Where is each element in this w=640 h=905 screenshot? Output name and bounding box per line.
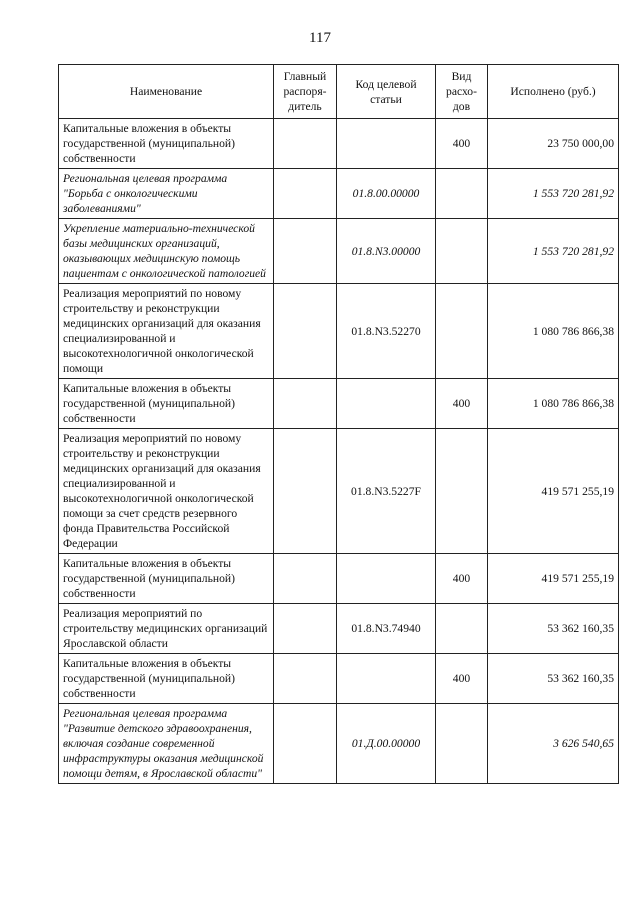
row-sum: 3 626 540,65 (488, 704, 619, 784)
row-name: Капитальные вложения в объекты государственной (муниципальной) собственности (59, 554, 274, 604)
row-code (337, 554, 436, 604)
table-row (59, 704, 619, 784)
table-row (59, 284, 619, 379)
row-admin (274, 429, 337, 554)
row-admin (274, 169, 337, 219)
header-name: Наименование (59, 65, 274, 119)
row-code: 01.8.N3.52270 (337, 284, 436, 379)
row-admin (274, 604, 337, 654)
row-admin (274, 219, 337, 284)
row-type: 400 (436, 379, 488, 429)
row-code: 01.Д.00.00000 (337, 704, 436, 784)
header-admin: Главный распоря-дитель (274, 65, 337, 119)
row-type: 400 (436, 554, 488, 604)
row-name: Реализация мероприятий по строительству медицинских организаций Ярославской области (59, 604, 274, 654)
row-type (436, 284, 488, 379)
row-sum: 1 553 720 281,92 (488, 169, 619, 219)
row-type (436, 704, 488, 784)
row-code (337, 119, 436, 169)
row-sum: 23 750 000,00 (488, 119, 619, 169)
row-sum: 1 080 786 866,38 (488, 379, 619, 429)
header-type: Вид расхо-дов (436, 65, 488, 119)
row-sum: 1 080 786 866,38 (488, 284, 619, 379)
row-name: Капитальные вложения в объекты государственной (муниципальной) собственности (59, 654, 274, 704)
row-name: Укрепление материально-технической базы медицинских организаций, оказывающих медицинскую помощь пациентам с онкологической патологией (59, 219, 274, 284)
row-admin (274, 704, 337, 784)
row-admin (274, 284, 337, 379)
table-row (59, 169, 619, 219)
row-code: 01.8.N3.74940 (337, 604, 436, 654)
table-row (59, 554, 619, 604)
row-name: Региональная целевая программа "Развитие детского здравоохранения, включая создание современной инфраструктуры оказания медицинской помощи детям, в Ярославской области" (59, 704, 274, 784)
table-row (59, 654, 619, 704)
page-number: 117 (309, 30, 331, 46)
row-admin (274, 379, 337, 429)
table-row (59, 119, 619, 169)
row-name: Реализация мероприятий по новому строительству и реконструкции медицинских организаций для оказания специализированной и высокотехнологичной онкологической помощи (59, 284, 274, 379)
row-sum: 1 553 720 281,92 (488, 219, 619, 284)
row-name: Реализация мероприятий по новому строительству и реконструкции медицинских организаций для оказания специализированной и высокотехнологичной онкологической помощи за счет средств резервного фонда Правительства Российской Федерации (59, 429, 274, 554)
row-type (436, 429, 488, 554)
row-type (436, 169, 488, 219)
table-header-row (59, 65, 619, 119)
table-row (59, 379, 619, 429)
row-type: 400 (436, 654, 488, 704)
table-row (59, 604, 619, 654)
row-name: Капитальные вложения в объекты государственной (муниципальной) собственности (59, 379, 274, 429)
row-admin (274, 119, 337, 169)
row-code: 01.8.N3.00000 (337, 219, 436, 284)
budget-table (58, 64, 619, 784)
row-type (436, 604, 488, 654)
row-name: Региональная целевая программа "Борьба с онкологическими заболеваниями" (59, 169, 274, 219)
row-type: 400 (436, 119, 488, 169)
row-code: 01.8.00.00000 (337, 169, 436, 219)
row-code: 01.8.N3.5227F (337, 429, 436, 554)
header-sum: Исполнено (руб.) (488, 65, 619, 119)
row-type (436, 219, 488, 284)
row-sum: 53 362 160,35 (488, 604, 619, 654)
row-code (337, 379, 436, 429)
header-code: Код целевой статьи (337, 65, 436, 119)
row-sum: 53 362 160,35 (488, 654, 619, 704)
table-row (59, 429, 619, 554)
row-code (337, 654, 436, 704)
row-sum: 419 571 255,19 (488, 429, 619, 554)
row-admin (274, 554, 337, 604)
row-name: Капитальные вложения в объекты государственной (муниципальной) собственности (59, 119, 274, 169)
row-sum: 419 571 255,19 (488, 554, 619, 604)
row-admin (274, 654, 337, 704)
table-row (59, 219, 619, 284)
